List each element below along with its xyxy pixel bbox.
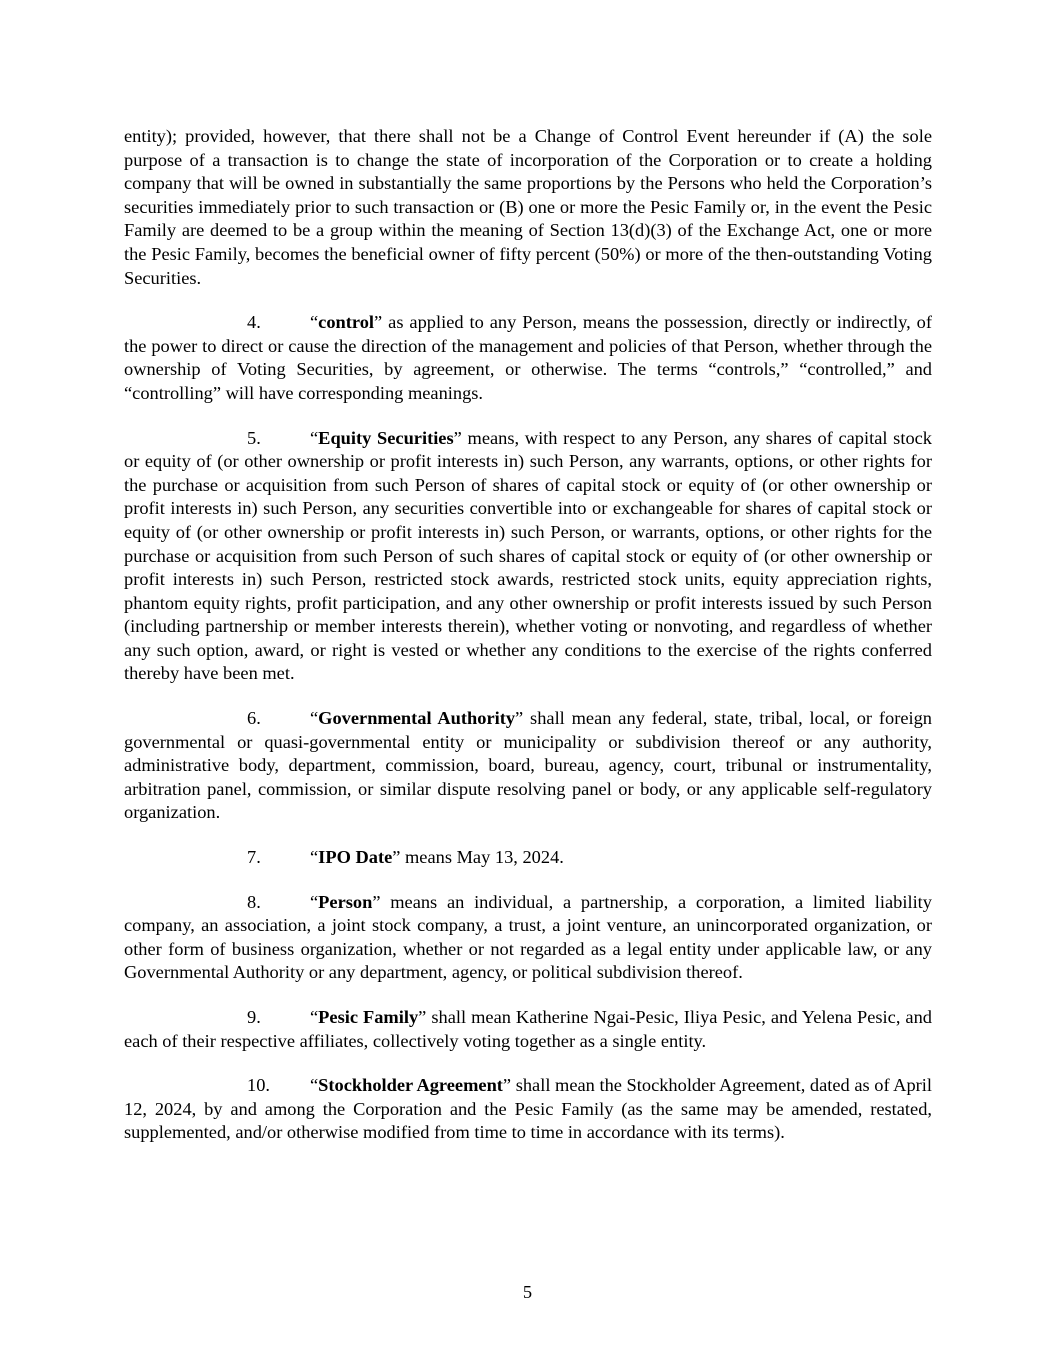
definition-5: [124, 427, 932, 687]
close-quote: ”: [418, 1007, 427, 1027]
close-quote: ”: [453, 427, 462, 448]
defined-term: Equity Securities: [318, 427, 454, 448]
definition-body: shall mean Katherine Ngai-Pesic, Iliya Pesic, and Yelena Pesic, and each of their respective affiliates, collectively voting together as a single entity.: [124, 1007, 932, 1051]
definition-9: [124, 1006, 932, 1053]
definition-body: shall mean any federal, state, tribal, local, or foreign governmental or quasi-governmental entity or municipality or subdivision thereof or any authority, administrative body, department, commission, board, bureau, agency, court, tribunal or instrumentality, arbitration panel, commission, or similar dispute resolving panel or body, or any applicable self-regulatory organization.: [124, 708, 932, 823]
continuation-paragraph: entity); provided, however, that there shall not be a Change of Control Event hereunder if (A) the sole purpose of a transaction is to change the state of incorporation of the Corporation or to create a holding company that will be owned in substantially the same proportions by the Persons who held the Corporation’s securities immediately prior to such transaction or (B) one or more the Pesic Family or, in the event the Pesic Family are deemed to be a group within the meaning of Section 13(d)(3) of the Exchange Act, one or more the Pesic Family, becomes the beneficial owner of fifty percent (50%) or more of the then-outstanding Voting Securities.: [124, 126, 932, 288]
definition-body: as applied to any Person, means the possession, directly or indirectly, of the power to direct or cause the direction of the management and policies of that Person, whether through the ownership of Voting Securities, by agreement, or otherwise. The terms “controls,” “controlled,” and “controlling” will have corresponding meanings.: [124, 312, 932, 403]
defined-term: control: [318, 312, 375, 333]
open-quote: “: [310, 891, 319, 912]
defined-term: Stockholder Agreement: [318, 1075, 503, 1096]
definition-body: means, with respect to any Person, any shares of capital stock or equity of (or other ownership or profit interests in) such Person, any warrants, options, or other rights for the purchase or acquisition from such Person of shares of capital stock or equity of (or other ownership or profit interests in) such Person, any securities convertible into or exchangeable for shares of capital stock or equity of (or other ownership or profit interests in) such Person, or warrants, options, or other rights for the purchase or acquisition from such Person of such shares of capital stock or equity of (or other ownership or profit interests in) such Person, restricted stock awards, restricted stock units, equity appreciation rights, phantom equity rights, profit participation, and any other ownership or profit interests issued by such Person (including partnership or member interests therein), whether voting or nonvoting, and regardless of whether any such option, award, or right is vested or whether any conditions to the exercise of the rights conferred thereby have been met.: [124, 427, 933, 684]
definition-number: 5.: [247, 427, 261, 448]
definition-number: 7.: [247, 847, 261, 868]
definition-body: means May 13, 2024.: [400, 847, 564, 868]
open-quote: “: [310, 312, 319, 333]
definition-number: 10.: [247, 1075, 270, 1096]
close-quote: ”: [374, 312, 383, 333]
definition-body: shall mean the Stockholder Agreement, dated as of April 12, 2024, by and among the Corporation and the Pesic Family (as the same may be amended, restated, supplemented, and/or otherwise modified from time to time in accordance with its terms).: [124, 1075, 932, 1143]
defined-term: IPO Date: [318, 847, 393, 868]
definition-7: [124, 846, 932, 870]
close-quote: ”: [502, 1075, 512, 1096]
defined-term: Person: [318, 891, 373, 912]
definition-4: [124, 311, 932, 405]
open-quote: “: [310, 1075, 319, 1096]
open-quote: “: [310, 708, 319, 729]
definition-number: 8.: [247, 891, 261, 912]
definition-number: 9.: [247, 1007, 261, 1027]
defined-term: Pesic Family: [318, 1007, 419, 1027]
open-quote: “: [310, 427, 319, 448]
close-quote: ”: [372, 891, 381, 912]
close-quote: ”: [515, 708, 524, 729]
page-number: 5: [522, 1282, 533, 1302]
definition-number: 4.: [247, 312, 261, 333]
open-quote: “: [310, 1007, 319, 1027]
definition-10: [124, 1074, 932, 1145]
definition-8: [124, 891, 932, 985]
close-quote: ”: [392, 847, 401, 868]
definition-body: means an individual, a partnership, a corporation, a limited liability company, an association, a joint stock company, a trust, a joint venture, an unincorporated organization, or other form of business organization, whether or not regarded as a legal entity under applicable law, or any Governmental Authority or any department, agency, or political subdivision thereof.: [124, 891, 932, 983]
defined-term: Governmental Authority: [318, 708, 516, 729]
open-quote: “: [310, 847, 319, 868]
document-page: [124, 125, 932, 1166]
definition-6: [124, 707, 932, 825]
definition-number: 6.: [247, 708, 261, 729]
